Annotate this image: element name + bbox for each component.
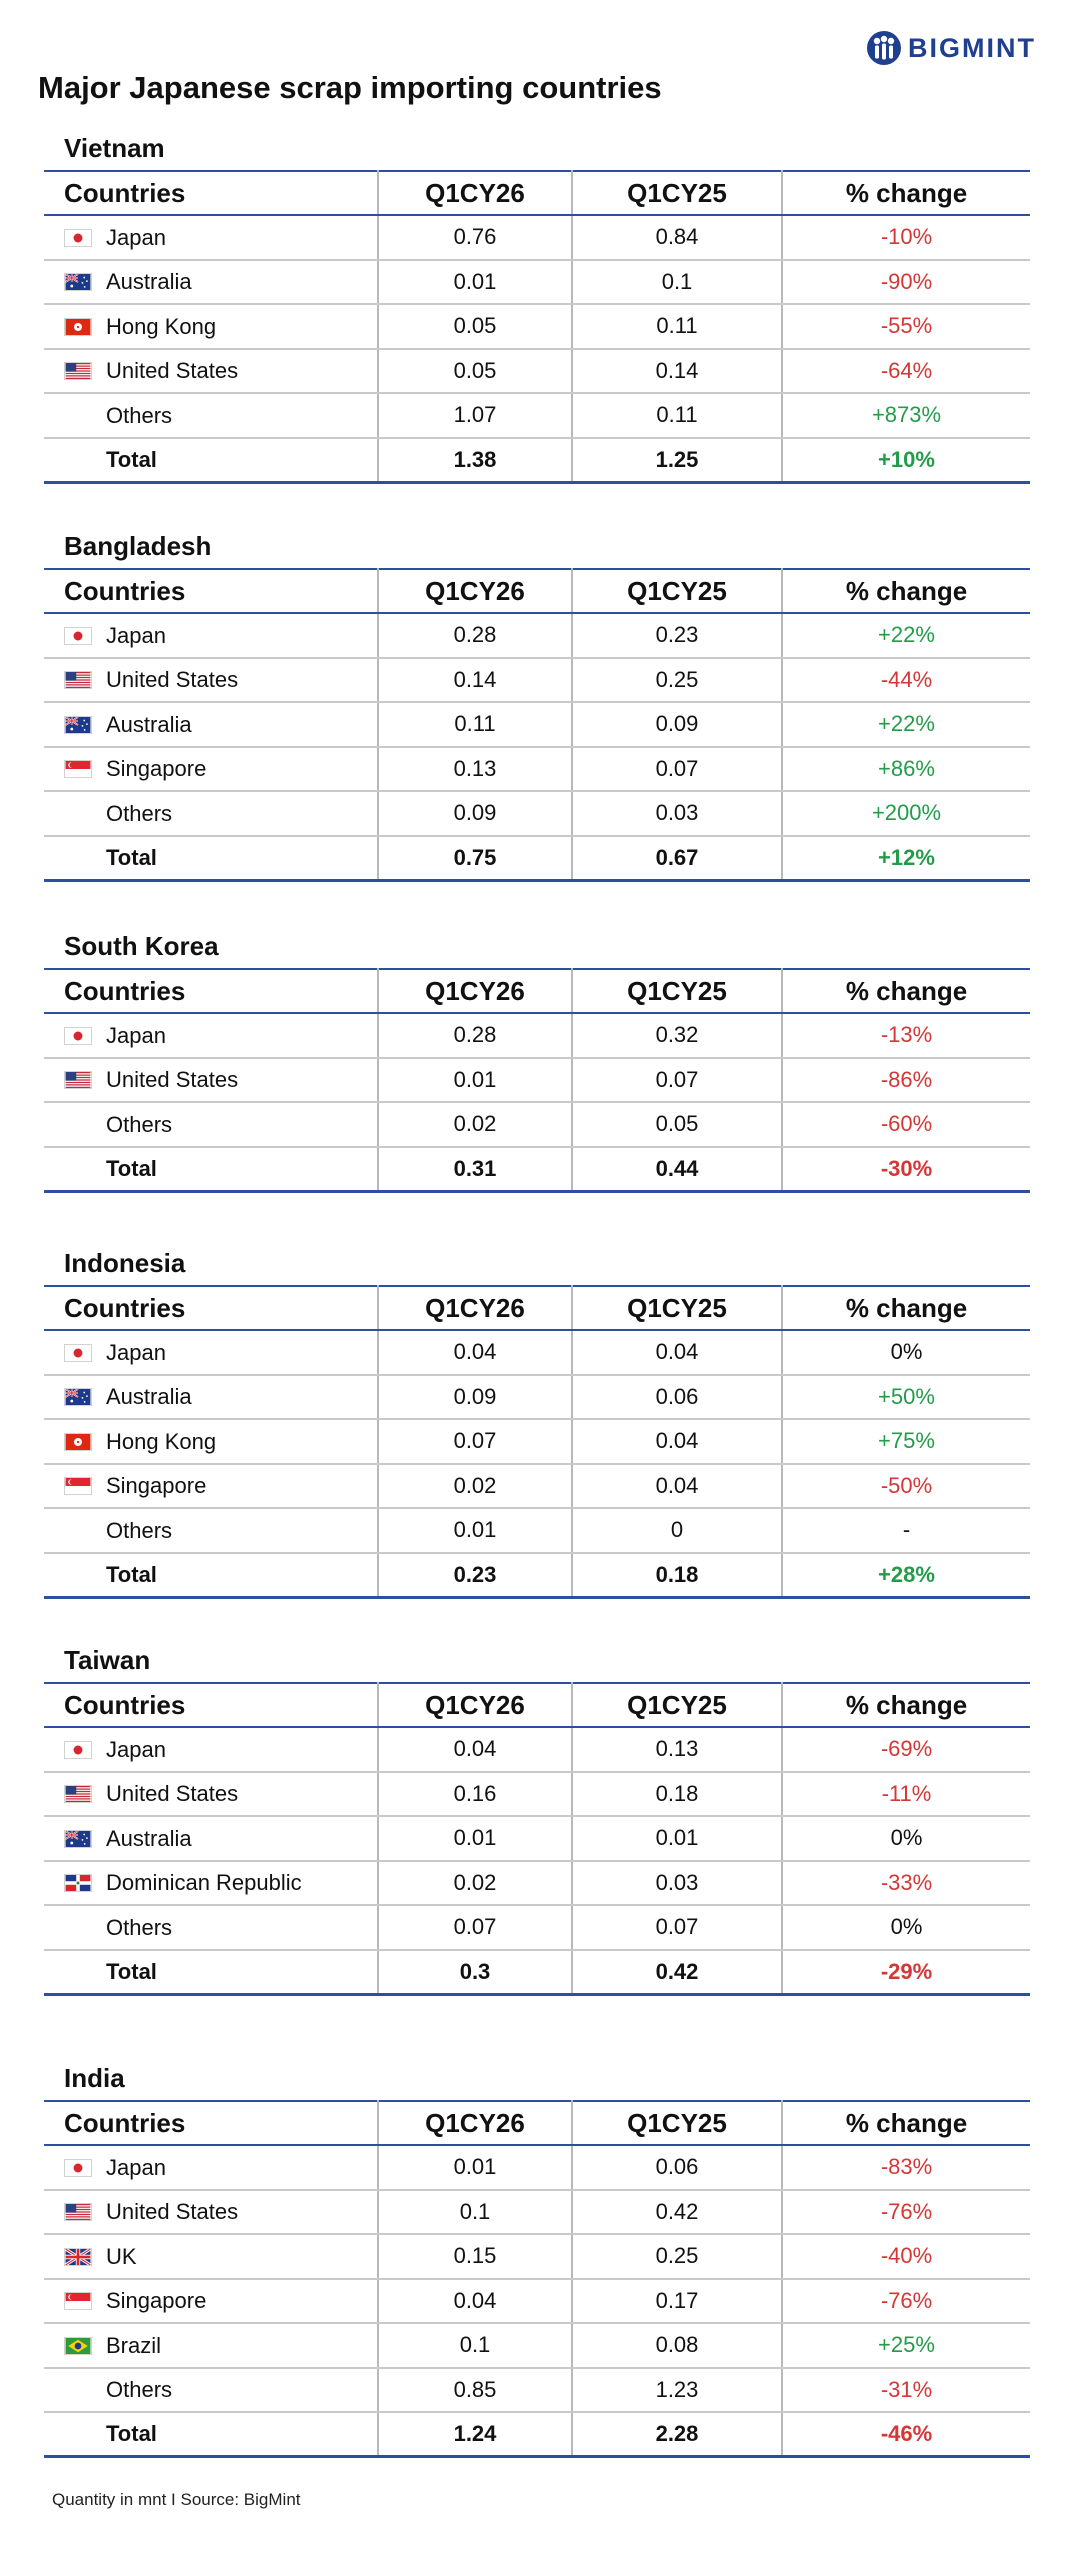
country-cell [44,1508,378,1553]
q1cy26-value: 0.02 [378,1861,572,1906]
country-cell [44,304,378,349]
japan-flag-icon [64,1344,92,1362]
country-name: Brazil [106,2332,162,2358]
table-row [44,1905,1030,1950]
us-flag-icon [64,2203,92,2221]
q1cy26-value: 1.07 [378,393,572,438]
us-flag-icon [64,1071,92,1089]
percent-change-value: -46% [782,2412,1030,2457]
country-name: United States [106,1067,239,1093]
q1cy25-value: 0.06 [572,2145,782,2190]
country-name: Japan [106,622,166,648]
column-header: Q1CY25 [572,2101,782,2145]
percent-change-value: +50% [782,1375,1030,1420]
q1cy25-value: 0.03 [572,1861,782,1906]
column-header: % change [782,1286,1030,1330]
q1cy26-value: 0.76 [378,215,572,260]
q1cy25-value: 0.07 [572,1905,782,1950]
total-row [44,438,1030,483]
percent-change-value: -86% [782,1058,1030,1103]
percent-change-value: +22% [782,613,1030,658]
country-name: Japan [106,1022,166,1048]
country-name: Australia [106,711,192,737]
country-name: UK [106,2243,137,2269]
q1cy25-value: 0.23 [572,613,782,658]
table-row [44,613,1030,658]
country-name: Australia [106,1825,192,1851]
q1cy25-value: 0.06 [572,1375,782,1420]
country-name: Others [106,1517,173,1543]
percent-change-value: - [782,1508,1030,1553]
q1cy26-value: 0.1 [378,2323,572,2368]
percent-change-value: +28% [782,1553,1030,1598]
australia-flag-icon [64,273,92,291]
table-row [44,215,1030,260]
percent-change-value: +10% [782,438,1030,483]
country-cell [44,1147,378,1192]
country-cell [44,702,378,747]
country-name: Japan [106,1736,166,1762]
table-row [44,1375,1030,1420]
column-header: Q1CY26 [378,969,572,1013]
singapore-flag-icon [64,760,92,778]
dominican-republic-flag-icon [64,1874,92,1892]
table-row [44,791,1030,836]
q1cy26-value: 0.14 [378,658,572,703]
us-flag-icon [64,671,92,689]
section-title: Indonesia [64,1248,186,1278]
table-row [44,2145,1030,2190]
uk-flag-icon [64,2248,92,2266]
column-header: % change [782,569,1030,613]
column-header: % change [782,2101,1030,2145]
country-name: Australia [106,269,192,295]
table-header-row [44,2101,1030,2145]
country-cell [44,1058,378,1103]
us-flag-icon [64,1785,92,1803]
q1cy25-value: 0.25 [572,2234,782,2279]
table-header-row [44,1286,1030,1330]
country-cell [44,215,378,260]
section-title: South Korea [64,931,219,961]
q1cy26-value: 0.02 [378,1102,572,1147]
percent-change-value: -11% [782,1772,1030,1817]
q1cy26-value: 0.28 [378,1013,572,1058]
q1cy25-value: 0.42 [572,2190,782,2235]
q1cy26-value: 0.13 [378,747,572,792]
column-header: Countries [44,1286,378,1330]
country-cell [44,1861,378,1906]
country-cell [44,1464,378,1509]
country-cell [44,2234,378,2279]
total-row [44,1950,1030,1995]
total-row [44,1553,1030,1598]
country-cell [44,349,378,394]
column-header: % change [782,171,1030,215]
country-cell [44,613,378,658]
table-row [44,393,1030,438]
percent-change-value: 0% [782,1905,1030,1950]
percent-change-value: 0% [782,1330,1030,1375]
q1cy26-value: 0.04 [378,1727,572,1772]
us-flag-icon [64,362,92,380]
table-row [44,1013,1030,1058]
country-cell [44,1950,378,1995]
q1cy25-value: 0.09 [572,702,782,747]
table-row [44,1419,1030,1464]
q1cy25-value: 0.14 [572,349,782,394]
q1cy26-value: 0.05 [378,349,572,394]
q1cy26-value: 0.15 [378,2234,572,2279]
q1cy26-value: 0.01 [378,1508,572,1553]
japan-flag-icon [64,229,92,247]
country-cell [44,791,378,836]
percent-change-value: +25% [782,2323,1030,2368]
percent-change-value: -76% [782,2279,1030,2324]
japan-flag-icon [64,627,92,645]
table-header-row [44,569,1030,613]
country-name: Singapore [106,2288,207,2314]
percent-change-value: +22% [782,702,1030,747]
column-header: Q1CY25 [572,1683,782,1727]
column-header: Q1CY26 [378,1286,572,1330]
country-cell [44,1816,378,1861]
q1cy26-value: 0.07 [378,1905,572,1950]
q1cy26-value: 0.11 [378,702,572,747]
q1cy26-value: 0.01 [378,1816,572,1861]
japan-flag-icon [64,2159,92,2177]
column-header: Countries [44,2101,378,2145]
q1cy26-value: 0.1 [378,2190,572,2235]
percent-change-value: -31% [782,2368,1030,2413]
q1cy25-value: 0.17 [572,2279,782,2324]
table-row [44,1464,1030,1509]
country-name: Others [106,402,173,428]
country-name: Total [106,845,157,871]
column-header: Q1CY26 [378,2101,572,2145]
percent-change-value: 0% [782,1816,1030,1861]
country-name: Japan [106,2154,166,2180]
country-name: Hong Kong [106,313,217,339]
q1cy25-value: 0.03 [572,791,782,836]
q1cy26-value: 1.24 [378,2412,572,2457]
column-header: Q1CY25 [572,969,782,1013]
australia-flag-icon [64,1388,92,1406]
table-row [44,260,1030,305]
table-header-row [44,969,1030,1013]
percent-change-value: -60% [782,1102,1030,1147]
q1cy25-value: 0.08 [572,2323,782,2368]
table-row [44,1508,1030,1553]
q1cy26-value: 0.31 [378,1147,572,1192]
bigmint-logo-icon [866,30,902,66]
q1cy26-value: 0.28 [378,613,572,658]
q1cy25-value: 0.05 [572,1102,782,1147]
percent-change-value: +200% [782,791,1030,836]
q1cy26-value: 0.07 [378,1419,572,1464]
column-header: Q1CY26 [378,1683,572,1727]
table-row [44,304,1030,349]
table-row [44,1816,1030,1861]
table-header-row [44,1683,1030,1727]
q1cy26-value: 0.04 [378,1330,572,1375]
country-cell [44,1419,378,1464]
country-name: Others [106,2377,173,2403]
q1cy25-value: 0.13 [572,1727,782,1772]
q1cy25-value: 0.67 [572,836,782,881]
q1cy25-value: 0.25 [572,658,782,703]
column-header: Q1CY25 [572,171,782,215]
data-table [44,170,1030,484]
brand-name: BIGMINT [908,32,1036,63]
section-title: Taiwan [64,1645,151,1675]
australia-flag-icon [64,716,92,734]
q1cy25-value: 0.04 [572,1464,782,1509]
percent-change-value: -13% [782,1013,1030,1058]
q1cy26-value: 0.01 [378,260,572,305]
q1cy26-value: 0.16 [378,1772,572,1817]
country-cell [44,393,378,438]
table-row [44,1058,1030,1103]
data-table [44,1285,1030,1599]
table-row [44,2368,1030,2413]
percent-change-value: -64% [782,349,1030,394]
country-cell [44,1102,378,1147]
column-header: Countries [44,171,378,215]
country-name: Total [106,447,157,473]
country-name: Singapore [106,1473,207,1499]
percent-change-value: -29% [782,1950,1030,1995]
q1cy26-value: 0.04 [378,2279,572,2324]
q1cy26-value: 0.01 [378,2145,572,2190]
data-table [44,2100,1030,2458]
hong-kong-flag-icon [64,318,92,336]
column-header: Countries [44,1683,378,1727]
country-name: Others [106,1914,173,1940]
country-name: Japan [106,1339,166,1365]
q1cy25-value: 0.11 [572,304,782,349]
country-name: Japan [106,224,166,250]
percent-change-value: +75% [782,1419,1030,1464]
total-row [44,836,1030,881]
australia-flag-icon [64,1830,92,1848]
data-table [44,968,1030,1193]
country-name: United States [106,358,239,384]
q1cy25-value: 1.23 [572,2368,782,2413]
hong-kong-flag-icon [64,1433,92,1451]
column-header: % change [782,969,1030,1013]
column-header: Q1CY25 [572,569,782,613]
country-name: Total [106,2421,157,2447]
column-header: Countries [44,569,378,613]
column-header: % change [782,1683,1030,1727]
column-header: Q1CY25 [572,1286,782,1330]
country-name: Total [106,1562,157,1588]
data-table [44,568,1030,882]
country-cell [44,658,378,703]
country-cell [44,1553,378,1598]
percent-change-value: -30% [782,1147,1030,1192]
country-name: Singapore [106,756,207,782]
table-row [44,1102,1030,1147]
section-title: India [64,2063,125,2093]
country-cell [44,2412,378,2457]
singapore-flag-icon [64,1477,92,1495]
country-cell [44,2323,378,2368]
table-header-row [44,171,1030,215]
table-row [44,2190,1030,2235]
q1cy25-value: 0.18 [572,1553,782,1598]
total-row [44,1147,1030,1192]
table-row [44,1861,1030,1906]
percent-change-value: -69% [782,1727,1030,1772]
q1cy25-value: 0 [572,1508,782,1553]
q1cy25-value: 0.44 [572,1147,782,1192]
q1cy25-value: 0.04 [572,1419,782,1464]
country-cell [44,1013,378,1058]
table-row [44,658,1030,703]
percent-change-value: -83% [782,2145,1030,2190]
country-name: Australia [106,1384,192,1410]
q1cy25-value: 0.07 [572,747,782,792]
country-name: Total [106,1959,157,1985]
country-cell [44,1727,378,1772]
country-cell [44,260,378,305]
q1cy25-value: 0.04 [572,1330,782,1375]
q1cy26-value: 0.02 [378,1464,572,1509]
country-cell [44,747,378,792]
q1cy26-value: 0.23 [378,1553,572,1598]
percent-change-value: -76% [782,2190,1030,2235]
q1cy26-value: 0.3 [378,1950,572,1995]
table-row [44,2323,1030,2368]
bigmint-logo [866,30,1036,66]
total-row [44,2412,1030,2457]
q1cy26-value: 1.38 [378,438,572,483]
table-row [44,349,1030,394]
country-name: Dominican Republic [106,1870,302,1896]
country-name: Others [106,1111,173,1137]
japan-flag-icon [64,1741,92,1759]
q1cy26-value: 0.05 [378,304,572,349]
percent-change-value: -33% [782,1861,1030,1906]
page-title: Major Japanese scrap importing countries [38,70,662,105]
q1cy26-value: 0.85 [378,2368,572,2413]
country-name: United States [106,1781,239,1807]
table-row [44,1330,1030,1375]
country-cell [44,1330,378,1375]
column-header: Q1CY26 [378,171,572,215]
percent-change-value: -10% [782,215,1030,260]
country-name: Others [106,800,173,826]
column-header: Countries [44,969,378,1013]
q1cy26-value: 0.75 [378,836,572,881]
singapore-flag-icon [64,2292,92,2310]
q1cy25-value: 0.1 [572,260,782,305]
q1cy25-value: 0.18 [572,1772,782,1817]
q1cy26-value: 0.09 [378,791,572,836]
table-row [44,2234,1030,2279]
q1cy25-value: 0.11 [572,393,782,438]
q1cy25-value: 0.84 [572,215,782,260]
q1cy25-value: 1.25 [572,438,782,483]
data-table [44,1682,1030,1996]
percent-change-value: -50% [782,1464,1030,1509]
country-name: United States [106,2199,239,2225]
table-row [44,1727,1030,1772]
country-cell [44,1772,378,1817]
column-header: Q1CY26 [378,569,572,613]
brazil-flag-icon [64,2337,92,2355]
section-title: Vietnam [64,133,165,163]
percent-change-value: +873% [782,393,1030,438]
country-name: United States [106,667,239,693]
japan-flag-icon [64,1027,92,1045]
percent-change-value: -40% [782,2234,1030,2279]
table-row [44,1772,1030,1817]
table-row [44,702,1030,747]
country-cell [44,2368,378,2413]
country-cell [44,2190,378,2235]
percent-change-value: -90% [782,260,1030,305]
country-cell [44,2145,378,2190]
q1cy26-value: 0.01 [378,1058,572,1103]
q1cy25-value: 2.28 [572,2412,782,2457]
q1cy25-value: 0.42 [572,1950,782,1995]
q1cy25-value: 0.01 [572,1816,782,1861]
table-row [44,2279,1030,2324]
table-row [44,747,1030,792]
q1cy25-value: 0.07 [572,1058,782,1103]
footer-note: Quantity in mnt I Source: BigMint [52,2490,301,2509]
section-title: Bangladesh [64,531,212,561]
country-cell [44,1905,378,1950]
q1cy25-value: 0.32 [572,1013,782,1058]
q1cy26-value: 0.09 [378,1375,572,1420]
percent-change-value: +12% [782,836,1030,881]
percent-change-value: -55% [782,304,1030,349]
country-cell [44,438,378,483]
country-cell [44,2279,378,2324]
country-name: Hong Kong [106,1428,217,1454]
percent-change-value: -44% [782,658,1030,703]
country-cell [44,1375,378,1420]
country-name: Total [106,1156,157,1182]
country-cell [44,836,378,881]
percent-change-value: +86% [782,747,1030,792]
